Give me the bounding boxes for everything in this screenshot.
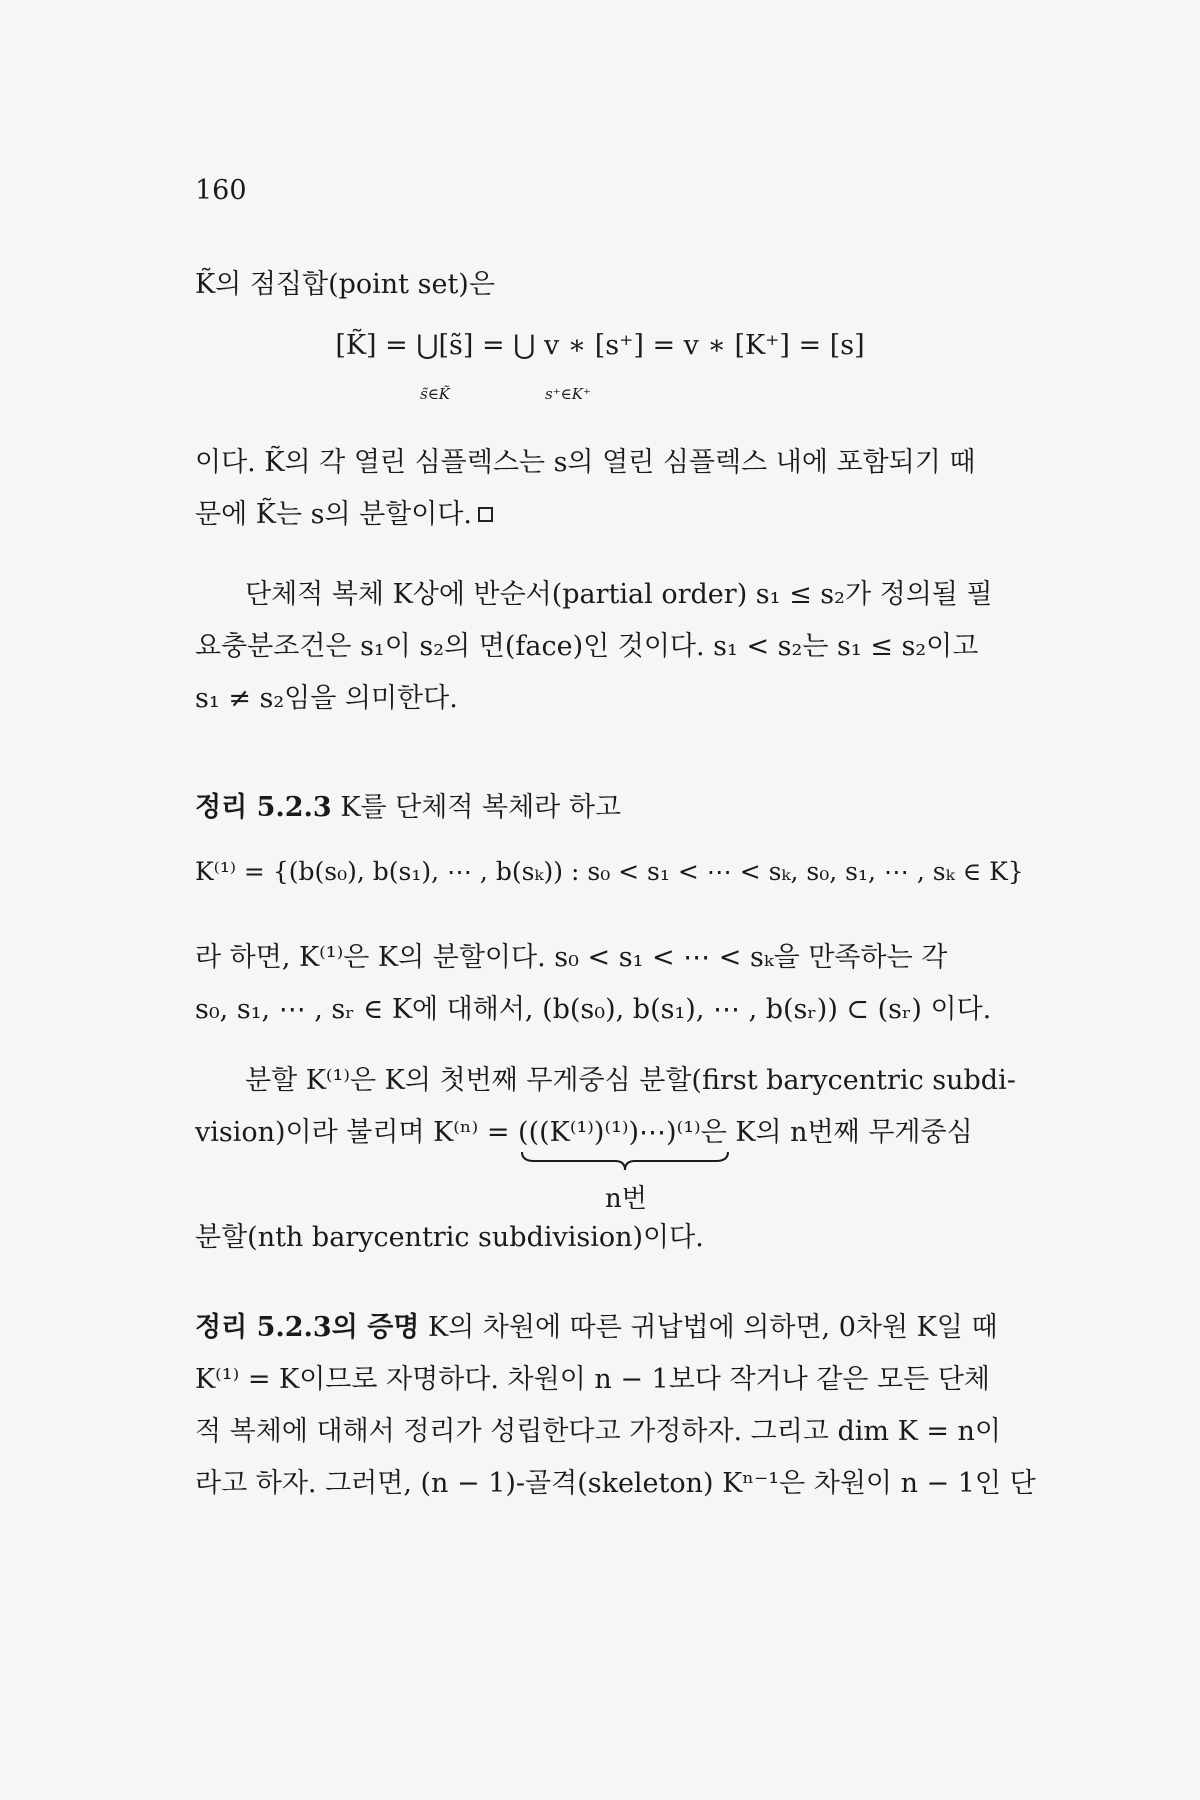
underbrace-label: n번 [605, 1184, 647, 1214]
union-subscript-2: s⁺∈K⁺ [545, 385, 591, 403]
paragraph-3-line-3: 분할(nth barycentric subdivision)이다. [195, 1222, 704, 1253]
paragraph-2-line-1: 단체적 복체 K상에 반순서(partial order) s₁ ≤ s₂가 정의될 필 [245, 579, 993, 610]
paragraph-2-line-3: s₁ ≠ s₂임을 의미한다. [195, 683, 458, 714]
theorem-heading [195, 785, 621, 824]
intro-line: K̃의 점집합(point set)은 [195, 269, 495, 300]
paragraph-3-line-1: 분할 K⁽¹⁾은 K의 첫번째 무게중심 분할(first barycentric subdi- [245, 1065, 1016, 1096]
paragraph-1-line-2-wrap [195, 492, 493, 531]
proof-label: 정리 5.2.3의 증명 [195, 1312, 420, 1343]
underbrace-icon [520, 1150, 730, 1172]
theorem-statement: K를 단체적 복체라 하고 [340, 792, 621, 823]
paragraph-1-line-2: 문에 K̃는 s의 분할이다. [195, 499, 473, 530]
paragraph-3-line-2-prefix: vision)이라 불리며 K⁽ⁿ⁾ = [195, 1117, 519, 1148]
union-subscript-1: s̃∈K̃ [420, 385, 451, 403]
paragraph-2-line-2: 요충분조건은 s₁이 s₂의 면(face)인 것이다. s₁ < s₂는 s₁ ≤ s₂이고 [195, 631, 979, 662]
paragraph-3-line-2-suffix: 은 K의 n번째 무게중심 [700, 1117, 973, 1148]
proof-line-4: 라고 하자. 그러면, (n − 1)-골격(skeleton) Kⁿ⁻¹은 차원이 n − 1인 단 [195, 1468, 1036, 1499]
page-number: 160 [195, 175, 247, 206]
paragraph-1-line-1: 이다. K̃의 각 열린 심플렉스는 s의 열린 심플렉스 내에 포함되기 때 [195, 447, 976, 478]
theorem-after-line-2: s₀, s₁, ⋯ , sᵣ ∈ K에 대해서, (b(s₀), b(s₁), ⋯ , b(sᵣ)) ⊂ (sᵣ) 이다. [195, 994, 992, 1025]
braced-expression: (((K⁽¹⁾)⁽¹⁾)⋯)⁽¹⁾ [518, 1117, 701, 1148]
paragraph-3-line-2 [195, 1110, 973, 1149]
theorem-formula: K⁽¹⁾ = {(b(s₀), b(s₁), ⋯ , b(sₖ)) : s₀ < s₁ < ⋯ < sₖ, s₀, s₁, ⋯ , sₖ ∈ K} [195, 857, 1024, 886]
proof-line-1-text: K의 차원에 따른 귀납법에 의하면, 0차원 K일 때 [419, 1312, 998, 1343]
theorem-after-line-1: 라 하면, K⁽¹⁾은 K의 분할이다. s₀ < s₁ < ⋯ < sₖ을 만족하는 각 [195, 942, 948, 973]
qed-square-icon [478, 507, 493, 522]
proof-line-3: 적 복체에 대해서 정리가 성립한다고 가정하자. 그리고 dim K = n이 [195, 1416, 1001, 1447]
proof-line-2: K⁽¹⁾ = K이므로 자명하다. 차원이 n − 1보다 작거나 같은 모든 단체 [195, 1364, 990, 1395]
proof-line-1 [195, 1305, 998, 1344]
union-equation: [K̃] = ⋃[s̃] = ⋃ v ∗ [s⁺] = v ∗ [K⁺] = [s] [335, 330, 865, 361]
theorem-label: 정리 5.2.3 [195, 792, 332, 823]
